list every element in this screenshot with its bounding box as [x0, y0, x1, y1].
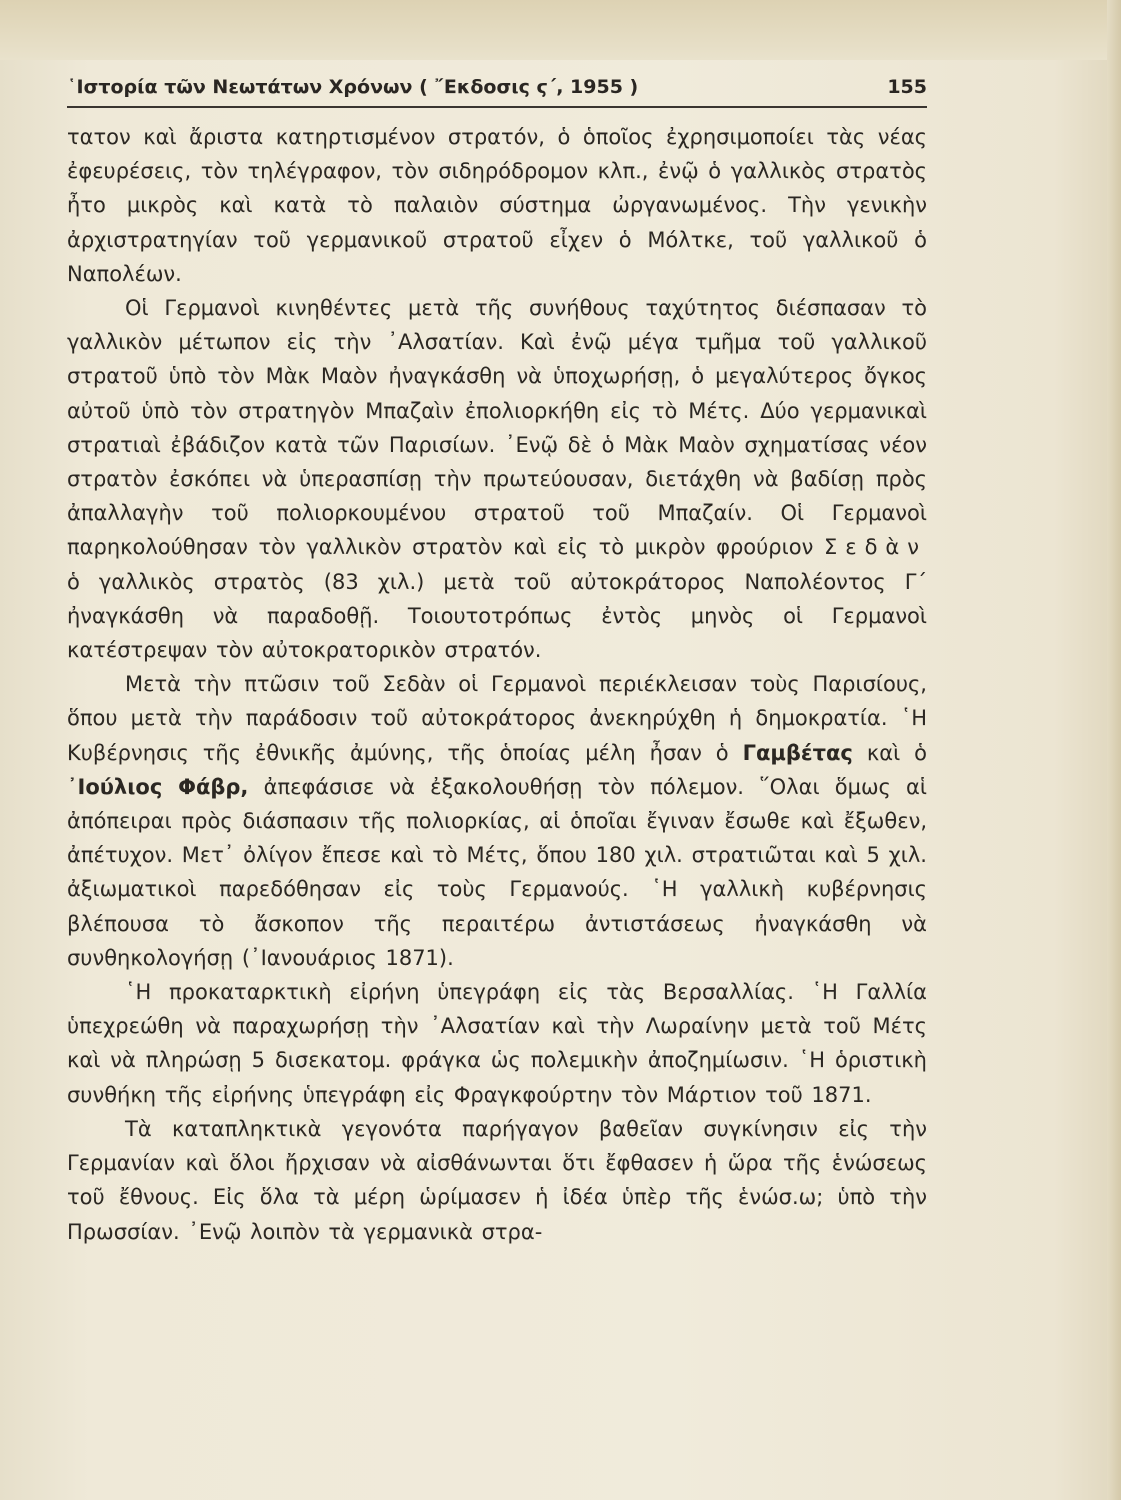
- spaced-place-name: Σεδὰν: [823, 535, 927, 560]
- paragraph-3-text: Μετὰ τὴν πτῶσιν τοῦ Σεδὰν οἱ Γερμανοὶ περιέκλεισαν τοὺς Παρισίους, ὅπου μετὰ τὴν παράδοσιν τοῦ αὐτοκράτορος ἀνεκηρύχθη ἡ δημοκρατία. ῾Η Κυβέρνησις τῆς ἐθνικῆς ἀμύνης, τῆς ὁποίας μέλη ἦσαν ὁ: [67, 672, 927, 765]
- paragraph-4: ῾Η προκαταρκτικὴ εἰρήνη ὑπεγράφη εἰς τὰς Βερσαλλίας. ῾Η Γαλλία ὑπεχρεώθη νὰ παραχωρήσῃ τὴν ᾽Αλσατίαν καὶ τὴν Λωραίνην μετὰ τοῦ Μέτς καὶ νὰ πληρώσῃ 5 δισεκατομ. φράγκα ὡς πολεμικὴν ἀποζημίωσιν. ῾Η ὁριστικὴ συνθήκη τῆς εἰρήνης ὑπεγράφη εἰς Φραγκφούρτην τὸν Μάρτιον τοῦ 1871.: [67, 980, 927, 1107]
- page-top-margin: [0, 0, 1121, 60]
- paragraph-2-text: Οἱ Γερμανοὶ κινηθέντες μετὰ τῆς συνήθους ταχύτητος διέσπασαν τὸ γαλλικὸν μέτωπον εἰς τὴν ᾽Αλσατίαν. Καὶ ἐνῷ μέγα τμῆμα τοῦ γαλλικοῦ στρατοῦ ὑπὸ τὸν Μὰκ Μαὸν ἠναγκάσθη νὰ ὑποχωρήσῃ, ὁ μεγαλύτερος ὄγκος αὐτοῦ ὑπὸ τὸν στρατηγὸν Μπαζαὶν ἐπολιορκήθη εἰς τὸ Μέτς. Δύο γερμανικαὶ στρατιαὶ ἐβάδιζον κατὰ τῶν Παρισίων. ᾽Ενῷ δὲ ὁ Μὰκ Μαὸν σχηματίσας νέον στρατὸν ἐσκόπει νὰ ὑπερασπίσῃ τὴν πρωτεύουσαν, διετάχθη νὰ βαδίσῃ πρὸς ἀπαλλαγὴν τοῦ πολιορκουμένου στρατοῦ τοῦ Μπαζαίν. Οἱ Γερμανοὶ παρηκολούθησαν τὸν γαλλικὸν στρατὸν καὶ εἰς τὸ μικρὸν φρούριον: [67, 296, 927, 560]
- paragraph-3-text-end: ἀπεφάσισε νὰ ἐξακολουθήσῃ τὸν πόλεμον. ῞Ολαι ὅμως αἱ ἀπόπειραι πρὸς διάσπασιν τῆς πολιορκίας, αἱ ὁποῖαι ἔγιναν ἔσωθε καὶ ἔξωθεν, ἀπέτυχον. Μετ᾽ ὀλίγον ἔπεσε καὶ τὸ Μέτς, ὅπου 180 χιλ. στρατιῶται καὶ 5 χιλ. ἀξιωματικοὶ παρεδόθησαν εἰς τοὺς Γερμανούς. ῾Η γαλλικὴ κυβέρνησις βλέπουσα τὸ ἄσκοπον τῆς περαιτέρω ἀντιστάσεως ἠναγκάσθη νὰ συνθηκολογήσῃ (᾽Ιανουάριος 1871).: [67, 774, 928, 970]
- bold-name-gambetta: Γαμβέτας: [742, 740, 853, 765]
- bold-name-favre: ᾽Ιούλιος Φάβρ,: [67, 774, 249, 799]
- running-title: ῾Ιστορία τῶν Νεωτάτων Χρόνων ( ῎Εκδοσις ϛ΄, 1955 ): [67, 76, 639, 98]
- running-header: [67, 72, 927, 108]
- paragraph-2: [67, 291, 927, 667]
- body-text: [67, 120, 927, 1249]
- page-edge: [1107, 0, 1121, 1500]
- paragraph-2-text-cont: ὁ γαλλικὸς στρατὸς (83 χιλ.) μετὰ τοῦ αὐτοκράτορος Ναπολέοντος Γ΄ ἠναγκάσθη νὰ παραδοθῇ. Τοιουτοτρόπως ἐντὸς μηνὸς οἱ Γερμανοὶ κατέστρεψαν τὸν αὐτοκρατορικὸν στρατόν.: [67, 569, 927, 663]
- paragraph-3-text-mid: καὶ ὁ: [852, 740, 928, 765]
- page-number: 155: [887, 76, 927, 98]
- paragraph-1: τατον καὶ ἄριστα κατηρτισμένον στρατόν, ὁ ὁποῖος ἐχρησιμοποίει τὰς νέας ἐφευρέσεις, τὸν τηλέγραφον, τὸν σιδηρόδρομον κλπ., ἐνῷ ὁ γαλλικὸς στρατὸς ἦτο μικρὸς καὶ κατὰ τὸ παλαιὸν σύστημα ὠργανωμένος. Τὴν γενικὴν ἀρχιστρατηγίαν τοῦ γερμανικοῦ στρατοῦ εἶχεν ὁ Μόλτκε, τοῦ γαλλικοῦ ὁ Ναπολέων.: [67, 125, 927, 286]
- paragraph-3: [67, 667, 927, 975]
- paragraph-5: Τὰ καταπληκτικὰ γεγονότα παρήγαγον βαθεῖαν συγκίνησιν εἰς τὴν Γερμανίαν καὶ ὅλοι ἤρχισαν νὰ αἰσθάνωνται ὅτι ἔφθασεν ἡ ὥρα τῆς ἑνώσεως τοῦ ἔθνους. Εἰς ὅλα τὰ μέρη ὡρίμασεν ἡ ἰδέα ὑπὲρ τῆς ἑνώσ.ω; ὑπὸ τὴν Πρωσσίαν. ᾽Ενῷ λοιπὸν τὰ γερμανικὰ στρα-: [67, 1116, 927, 1244]
